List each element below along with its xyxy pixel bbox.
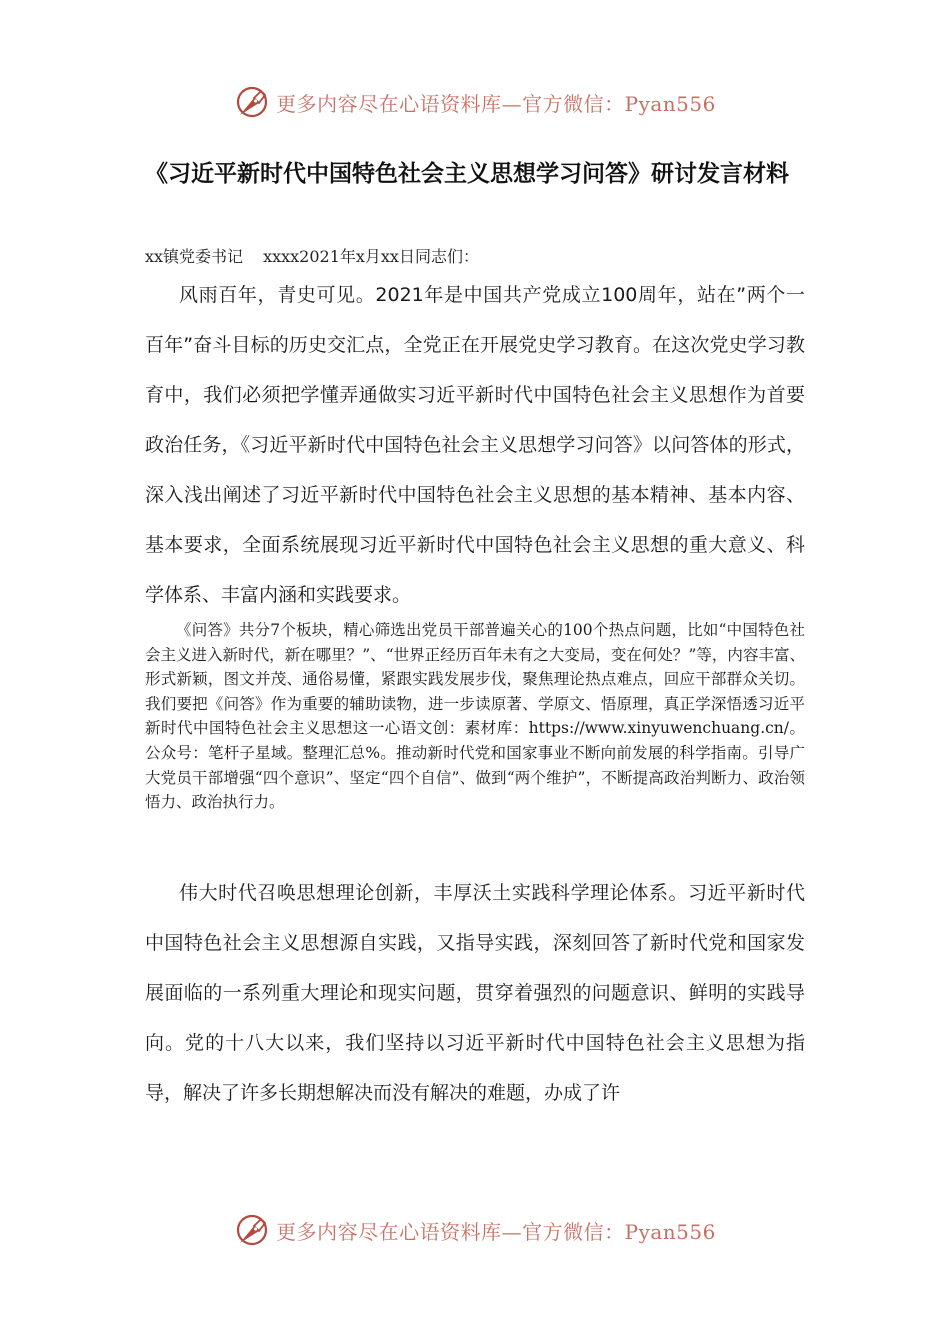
footer-watermark-text: 更多内容尽在心语资料库—官方微信：Pyan556: [276, 1219, 716, 1244]
document-title: 《习近平新时代中国特色社会主义思想学习问答》研讨发言材料: [145, 161, 789, 187]
body-paragraph-2: 《问答》共分7个板块，精心筛选出党员干部普遍关心的100个热点问题，比如“中国特色社会主义进入新时代，新在哪里？”、“世界正经历百年未有之大变局，变在何处？”等，内容丰富、形式新颖，图文并茂、通俗易懂，紧跟实践发展步伐，聚焦理论热点难点，回应干部群众关切。我们要把《问答》作为重要的辅助读物，进一步读原著、学原文、悟原理，真正学深悟透习近平新时代中国特色社会主义思想这一心语文创：素材库：https://www.xinyuwenchuang.cn/。公众号：笔杆子星域。整理汇总%。推动新时代党和国家事业不断向前发展的科学指南。引导广大党员干部增强“四个意识”、坚定“四个自信”、做到“两个维护”，不断提高政治判断力、政治领悟力、政治执行力。: [145, 621, 805, 812]
header-watermark-text: 更多内容尽在心语资料库—官方微信：Pyan556: [276, 91, 716, 116]
header-watermark-banner: [0, 82, 950, 122]
pen-nib-icon: [234, 1212, 270, 1248]
date-greeting: xxxx2021年x月xx日同志们：: [263, 247, 479, 266]
author-role: xx镇党委书记: [145, 247, 244, 266]
pen-nib-icon: [234, 84, 270, 120]
body-paragraph-3: 伟大时代召唤思想理论创新，丰厚沃土实践科学理论体系。习近平新时代中国特色社会主义思想源自实践，又指导实践，深刻回答了新时代党和国家发展面临的一系列重大理论和现实问题，贯穿着强烈的问题意识、鲜明的实践导向。党的十八大以来，我们坚持以习近平新时代中国特色社会主义思想为指导，解决了许多长期想解决而没有解决的难题，办成了许: [145, 882, 805, 1104]
footer-watermark-banner: [0, 1210, 950, 1250]
document-meta-line: [145, 245, 805, 269]
body-paragraph-1: 风雨百年，青史可见。2021年是中国共产党成立100周年，站在”两个一百年”奋斗目标的历史交汇点，全党正在开展党史学习教育。在这次党史学习教育中，我们必须把学懂弄通做实习近平新时代中国特色社会主义思想作为首要政治任务，《习近平新时代中国特色社会主义思想学习问答》以问答体的形式，深入浅出阐述了习近平新时代中国特色社会主义思想的基本精神、基本内容、基本要求，全面系统展现习近平新时代中国特色社会主义思想的重大意义、科学体系、丰富内涵和实践要求。: [145, 284, 805, 606]
